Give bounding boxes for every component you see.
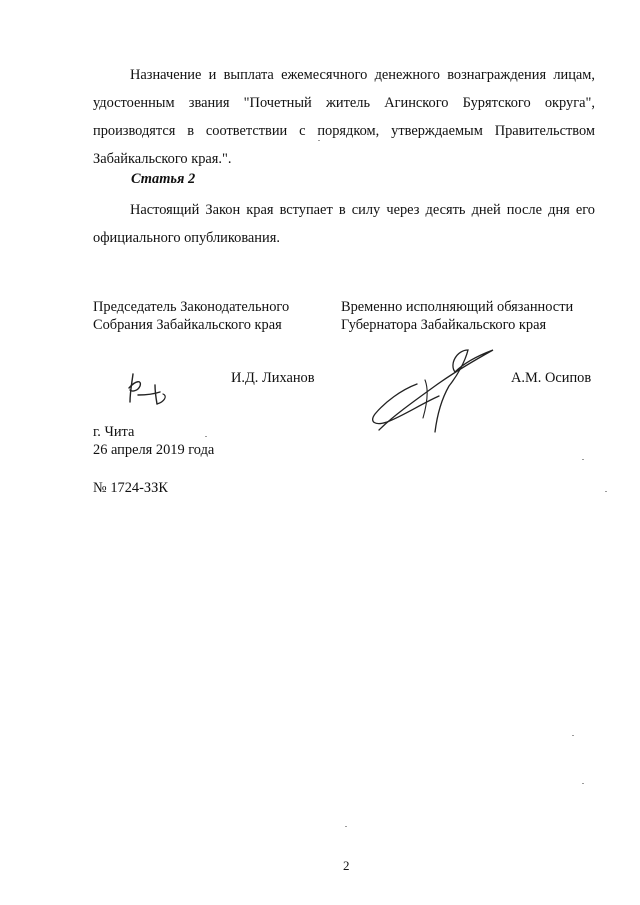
signing-date: 26 апреля 2019 года [93,442,215,458]
article-2-heading: Статья 2 [131,171,196,187]
page-number: 2 [343,858,350,873]
left-signatory-name: И.Д. Лиханов [231,370,315,386]
article-2-paragraph: Настоящий Закон края вступает в силу через десять дней после дня его официального опубликования. [93,202,595,246]
left-signatory-title [93,298,289,334]
law-number: № 1724-ЗЗК [93,480,168,496]
scan-speck [205,436,207,437]
scan-speck [605,491,607,492]
scan-speck [318,140,320,141]
scan-speck [345,826,347,827]
scan-speck [572,735,574,736]
scan-speck [582,459,584,460]
right-title-line-1: Временно исполняющий обязанности [341,299,574,315]
article-1-closing-paragraph: Назначение и выплата ежемесячного денежного вознаграждения лицам, удостоенным звания "Почетный житель Агинского Бурятского округа", производятся в соответствии с порядком, утверждаемым Правительством Забайкальского края.". [93,67,595,167]
right-title-line-2: Губернатора Забайкальского края [341,317,547,333]
left-title-line-2: Собрания Забайкальского края [93,317,282,333]
left-handwritten-signature [124,368,172,410]
left-title-line-1: Председатель Законодательного [93,299,290,315]
scan-speck [582,783,584,784]
right-handwritten-signature [365,344,500,434]
right-signatory-title [341,298,573,334]
right-signatory-name: А.М. Осипов [511,370,592,386]
signing-place: г. Чита [93,424,135,440]
